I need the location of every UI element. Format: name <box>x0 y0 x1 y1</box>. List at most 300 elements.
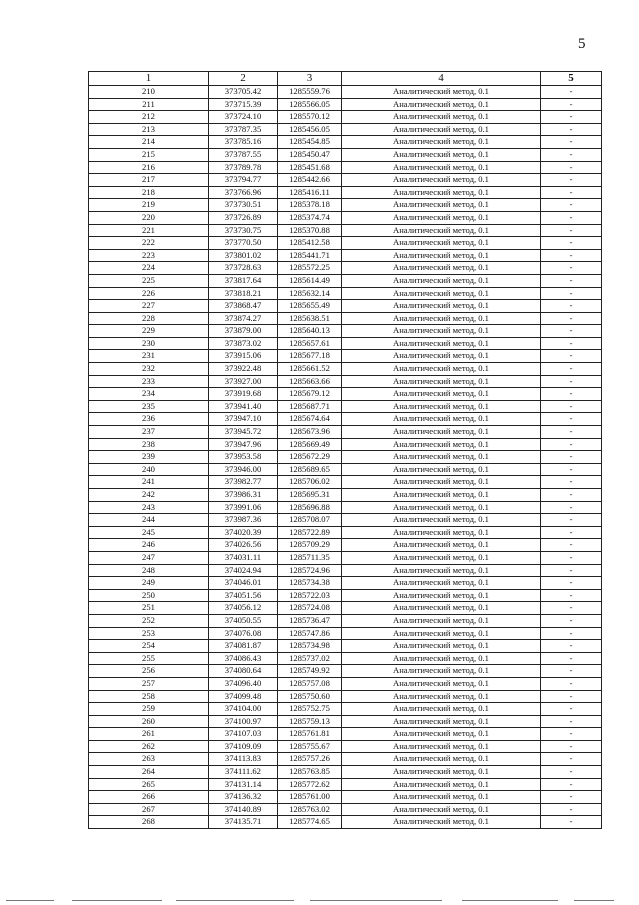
table-row <box>89 211 602 224</box>
note-cell: - <box>541 262 602 275</box>
table-row <box>89 803 602 816</box>
method-cell: Аналитический метод, 0.1 <box>342 148 541 161</box>
x-coordinate-cell: 373991.06 <box>209 501 278 514</box>
y-coordinate-cell: 1285657.61 <box>278 337 342 350</box>
y-coordinate-cell: 1285711.35 <box>278 551 342 564</box>
note-cell: - <box>541 287 602 300</box>
table-row <box>89 237 602 250</box>
table-row <box>89 526 602 539</box>
note-cell: - <box>541 715 602 728</box>
point-number-cell: 215 <box>89 148 209 161</box>
y-coordinate-cell: 1285673.96 <box>278 426 342 439</box>
method-cell: Аналитический метод, 0.1 <box>342 740 541 753</box>
point-number-cell: 258 <box>89 690 209 703</box>
note-cell: - <box>541 728 602 741</box>
y-coordinate-cell: 1285374.74 <box>278 211 342 224</box>
point-number-cell: 229 <box>89 325 209 338</box>
y-coordinate-cell: 1285749.92 <box>278 665 342 678</box>
x-coordinate-cell: 373927.00 <box>209 375 278 388</box>
x-coordinate-cell: 374050.55 <box>209 614 278 627</box>
note-cell: - <box>541 300 602 313</box>
method-cell: Аналитический метод, 0.1 <box>342 476 541 489</box>
x-coordinate-cell: 374031.11 <box>209 551 278 564</box>
table-row <box>89 186 602 199</box>
x-coordinate-cell: 374024.94 <box>209 564 278 577</box>
y-coordinate-cell: 1285412.58 <box>278 237 342 250</box>
y-coordinate-cell: 1285674.64 <box>278 413 342 426</box>
note-cell: - <box>541 476 602 489</box>
x-coordinate-cell: 373947.96 <box>209 438 278 451</box>
x-coordinate-cell: 373730.51 <box>209 199 278 212</box>
table-row <box>89 514 602 527</box>
point-number-cell: 218 <box>89 186 209 199</box>
point-number-cell: 263 <box>89 753 209 766</box>
note-cell: - <box>541 312 602 325</box>
y-coordinate-cell: 1285722.89 <box>278 526 342 539</box>
table-row <box>89 577 602 590</box>
x-coordinate-cell: 373794.77 <box>209 174 278 187</box>
y-coordinate-cell: 1285736.47 <box>278 614 342 627</box>
note-cell: - <box>541 375 602 388</box>
method-cell: Аналитический метод, 0.1 <box>342 539 541 552</box>
method-cell: Аналитический метод, 0.1 <box>342 136 541 149</box>
table-row <box>89 312 602 325</box>
point-number-cell: 223 <box>89 249 209 262</box>
method-cell: Аналитический метод, 0.1 <box>342 791 541 804</box>
point-number-cell: 227 <box>89 300 209 313</box>
note-cell: - <box>541 161 602 174</box>
table-row <box>89 463 602 476</box>
x-coordinate-cell: 374081.87 <box>209 640 278 653</box>
point-number-cell: 256 <box>89 665 209 678</box>
table-row <box>89 614 602 627</box>
point-number-cell: 266 <box>89 791 209 804</box>
page-number: 5 <box>578 36 586 52</box>
y-coordinate-cell: 1285747.86 <box>278 627 342 640</box>
note-cell: - <box>541 438 602 451</box>
y-coordinate-cell: 1285378.18 <box>278 199 342 212</box>
table-row <box>89 262 602 275</box>
point-number-cell: 265 <box>89 778 209 791</box>
point-number-cell: 216 <box>89 161 209 174</box>
y-coordinate-cell: 1285759.13 <box>278 715 342 728</box>
method-cell: Аналитический метод, 0.1 <box>342 778 541 791</box>
method-cell: Аналитический метод, 0.1 <box>342 489 541 502</box>
column-header-5: 5 <box>541 72 602 86</box>
point-number-cell: 232 <box>89 363 209 376</box>
note-cell: - <box>541 791 602 804</box>
footer-rule <box>462 900 558 901</box>
y-coordinate-cell: 1285370.88 <box>278 224 342 237</box>
y-coordinate-cell: 1285661.52 <box>278 363 342 376</box>
x-coordinate-cell: 373879.00 <box>209 325 278 338</box>
y-coordinate-cell: 1285772.62 <box>278 778 342 791</box>
method-cell: Аналитический метод, 0.1 <box>342 677 541 690</box>
x-coordinate-cell: 373986.31 <box>209 489 278 502</box>
point-number-cell: 259 <box>89 703 209 716</box>
point-number-cell: 249 <box>89 577 209 590</box>
footer-marks <box>0 899 639 903</box>
method-cell: Аналитический метод, 0.1 <box>342 463 541 476</box>
method-cell: Аналитический метод, 0.1 <box>342 728 541 741</box>
method-cell: Аналитический метод, 0.1 <box>342 199 541 212</box>
method-cell: Аналитический метод, 0.1 <box>342 111 541 124</box>
x-coordinate-cell: 373789.78 <box>209 161 278 174</box>
method-cell: Аналитический метод, 0.1 <box>342 86 541 99</box>
method-cell: Аналитический метод, 0.1 <box>342 98 541 111</box>
point-number-cell: 248 <box>89 564 209 577</box>
y-coordinate-cell: 1285450.47 <box>278 148 342 161</box>
y-coordinate-cell: 1285763.85 <box>278 766 342 779</box>
note-cell: - <box>541 86 602 99</box>
point-number-cell: 240 <box>89 463 209 476</box>
point-number-cell: 222 <box>89 237 209 250</box>
table-row <box>89 715 602 728</box>
y-coordinate-cell: 1285566.05 <box>278 98 342 111</box>
note-cell: - <box>541 577 602 590</box>
table-row <box>89 413 602 426</box>
note-cell: - <box>541 589 602 602</box>
point-number-cell: 247 <box>89 551 209 564</box>
x-coordinate-cell: 373945.72 <box>209 426 278 439</box>
point-number-cell: 261 <box>89 728 209 741</box>
point-number-cell: 225 <box>89 274 209 287</box>
y-coordinate-cell: 1285761.81 <box>278 728 342 741</box>
x-coordinate-cell: 373728.63 <box>209 262 278 275</box>
point-number-cell: 237 <box>89 426 209 439</box>
x-coordinate-cell: 373787.55 <box>209 148 278 161</box>
note-cell: - <box>541 501 602 514</box>
method-cell: Аналитический метод, 0.1 <box>342 287 541 300</box>
table-row <box>89 438 602 451</box>
method-cell: Аналитический метод, 0.1 <box>342 551 541 564</box>
table-row <box>89 174 602 187</box>
note-cell: - <box>541 363 602 376</box>
table-row <box>89 161 602 174</box>
y-coordinate-cell: 1285774.65 <box>278 816 342 829</box>
method-cell: Аналитический метод, 0.1 <box>342 803 541 816</box>
x-coordinate-cell: 373770.50 <box>209 237 278 250</box>
table-row <box>89 375 602 388</box>
y-coordinate-cell: 1285695.31 <box>278 489 342 502</box>
y-coordinate-cell: 1285454.85 <box>278 136 342 149</box>
method-cell: Аналитический метод, 0.1 <box>342 224 541 237</box>
method-cell: Аналитический метод, 0.1 <box>342 262 541 275</box>
table-row <box>89 426 602 439</box>
table-row <box>89 400 602 413</box>
point-number-cell: 241 <box>89 476 209 489</box>
x-coordinate-cell: 374096.40 <box>209 677 278 690</box>
note-cell: - <box>541 766 602 779</box>
method-cell: Аналитический метод, 0.1 <box>342 274 541 287</box>
coordinates-table <box>88 71 602 829</box>
y-coordinate-cell: 1285640.13 <box>278 325 342 338</box>
table-row <box>89 287 602 300</box>
x-coordinate-cell: 374113.83 <box>209 753 278 766</box>
table-row <box>89 766 602 779</box>
x-coordinate-cell: 374099.48 <box>209 690 278 703</box>
note-cell: - <box>541 652 602 665</box>
y-coordinate-cell: 1285416.11 <box>278 186 342 199</box>
table-row <box>89 111 602 124</box>
y-coordinate-cell: 1285614.49 <box>278 274 342 287</box>
x-coordinate-cell: 373817.64 <box>209 274 278 287</box>
x-coordinate-cell: 374026.56 <box>209 539 278 552</box>
y-coordinate-cell: 1285706.02 <box>278 476 342 489</box>
point-number-cell: 210 <box>89 86 209 99</box>
point-number-cell: 264 <box>89 766 209 779</box>
table-row <box>89 665 602 678</box>
coordinates-table-body <box>89 72 602 829</box>
method-cell: Аналитический метод, 0.1 <box>342 337 541 350</box>
y-coordinate-cell: 1285669.49 <box>278 438 342 451</box>
x-coordinate-cell: 374140.89 <box>209 803 278 816</box>
point-number-cell: 262 <box>89 740 209 753</box>
method-cell: Аналитический метод, 0.1 <box>342 690 541 703</box>
table-row <box>89 703 602 716</box>
table-row <box>89 98 602 111</box>
table-row <box>89 539 602 552</box>
point-number-cell: 254 <box>89 640 209 653</box>
y-coordinate-cell: 1285763.02 <box>278 803 342 816</box>
y-coordinate-cell: 1285709.29 <box>278 539 342 552</box>
x-coordinate-cell: 374086.43 <box>209 652 278 665</box>
method-cell: Аналитический метод, 0.1 <box>342 602 541 615</box>
x-coordinate-cell: 374020.39 <box>209 526 278 539</box>
method-cell: Аналитический метод, 0.1 <box>342 325 541 338</box>
point-number-cell: 235 <box>89 400 209 413</box>
table-row <box>89 476 602 489</box>
note-cell: - <box>541 274 602 287</box>
x-coordinate-cell: 373868.47 <box>209 300 278 313</box>
point-number-cell: 236 <box>89 413 209 426</box>
point-number-cell: 268 <box>89 816 209 829</box>
x-coordinate-cell: 373953.58 <box>209 451 278 464</box>
table-row <box>89 451 602 464</box>
table-row <box>89 224 602 237</box>
table-row <box>89 337 602 350</box>
table-row <box>89 325 602 338</box>
x-coordinate-cell: 374100.97 <box>209 715 278 728</box>
x-coordinate-cell: 373922.48 <box>209 363 278 376</box>
table-row <box>89 123 602 136</box>
table-row <box>89 274 602 287</box>
y-coordinate-cell: 1285750.60 <box>278 690 342 703</box>
table-row <box>89 740 602 753</box>
method-cell: Аналитический метод, 0.1 <box>342 186 541 199</box>
point-number-cell: 212 <box>89 111 209 124</box>
note-cell: - <box>541 350 602 363</box>
y-coordinate-cell: 1285724.96 <box>278 564 342 577</box>
x-coordinate-cell: 373987.36 <box>209 514 278 527</box>
note-cell: - <box>541 803 602 816</box>
point-number-cell: 231 <box>89 350 209 363</box>
point-number-cell: 228 <box>89 312 209 325</box>
table-row <box>89 350 602 363</box>
method-cell: Аналитический метод, 0.1 <box>342 426 541 439</box>
x-coordinate-cell: 373715.39 <box>209 98 278 111</box>
y-coordinate-cell: 1285638.51 <box>278 312 342 325</box>
note-cell: - <box>541 98 602 111</box>
note-cell: - <box>541 148 602 161</box>
x-coordinate-cell: 374104.00 <box>209 703 278 716</box>
y-coordinate-cell: 1285734.98 <box>278 640 342 653</box>
point-number-cell: 252 <box>89 614 209 627</box>
point-number-cell: 219 <box>89 199 209 212</box>
column-header-1: 1 <box>89 72 209 86</box>
x-coordinate-cell: 374131.14 <box>209 778 278 791</box>
y-coordinate-cell: 1285572.25 <box>278 262 342 275</box>
note-cell: - <box>541 753 602 766</box>
method-cell: Аналитический метод, 0.1 <box>342 375 541 388</box>
note-cell: - <box>541 413 602 426</box>
method-cell: Аналитический метод, 0.1 <box>342 766 541 779</box>
method-cell: Аналитический метод, 0.1 <box>342 300 541 313</box>
table-row <box>89 199 602 212</box>
point-number-cell: 255 <box>89 652 209 665</box>
point-number-cell: 244 <box>89 514 209 527</box>
x-coordinate-cell: 373766.96 <box>209 186 278 199</box>
method-cell: Аналитический метод, 0.1 <box>342 174 541 187</box>
y-coordinate-cell: 1285442.66 <box>278 174 342 187</box>
method-cell: Аналитический метод, 0.1 <box>342 388 541 401</box>
x-coordinate-cell: 373818.21 <box>209 287 278 300</box>
note-cell: - <box>541 426 602 439</box>
point-number-cell: 251 <box>89 602 209 615</box>
point-number-cell: 245 <box>89 526 209 539</box>
table-row <box>89 136 602 149</box>
note-cell: - <box>541 325 602 338</box>
y-coordinate-cell: 1285451.68 <box>278 161 342 174</box>
footer-rule <box>72 900 162 901</box>
x-coordinate-cell: 374080.64 <box>209 665 278 678</box>
point-number-cell: 214 <box>89 136 209 149</box>
x-coordinate-cell: 373915.06 <box>209 350 278 363</box>
note-cell: - <box>541 677 602 690</box>
y-coordinate-cell: 1285456.05 <box>278 123 342 136</box>
note-cell: - <box>541 489 602 502</box>
x-coordinate-cell: 373726.89 <box>209 211 278 224</box>
note-cell: - <box>541 665 602 678</box>
column-header-4: 4 <box>342 72 541 86</box>
y-coordinate-cell: 1285632.14 <box>278 287 342 300</box>
point-number-cell: 224 <box>89 262 209 275</box>
note-cell: - <box>541 614 602 627</box>
note-cell: - <box>541 539 602 552</box>
table-row <box>89 778 602 791</box>
table-row <box>89 791 602 804</box>
note-cell: - <box>541 640 602 653</box>
table-row <box>89 564 602 577</box>
method-cell: Аналитический метод, 0.1 <box>342 614 541 627</box>
method-cell: Аналитический метод, 0.1 <box>342 312 541 325</box>
method-cell: Аналитический метод, 0.1 <box>342 703 541 716</box>
x-coordinate-cell: 374109.09 <box>209 740 278 753</box>
point-number-cell: 213 <box>89 123 209 136</box>
note-cell: - <box>541 111 602 124</box>
x-coordinate-cell: 373874.27 <box>209 312 278 325</box>
point-number-cell: 217 <box>89 174 209 187</box>
method-cell: Аналитический метод, 0.1 <box>342 363 541 376</box>
note-cell: - <box>541 514 602 527</box>
method-cell: Аналитический метод, 0.1 <box>342 526 541 539</box>
table-row <box>89 627 602 640</box>
note-cell: - <box>541 778 602 791</box>
y-coordinate-cell: 1285559.76 <box>278 86 342 99</box>
note-cell: - <box>541 199 602 212</box>
x-coordinate-cell: 374135.71 <box>209 816 278 829</box>
method-cell: Аналитический метод, 0.1 <box>342 211 541 224</box>
point-number-cell: 234 <box>89 388 209 401</box>
y-coordinate-cell: 1285724.08 <box>278 602 342 615</box>
note-cell: - <box>541 123 602 136</box>
x-coordinate-cell: 374111.62 <box>209 766 278 779</box>
method-cell: Аналитический метод, 0.1 <box>342 249 541 262</box>
note-cell: - <box>541 211 602 224</box>
footer-rule <box>176 900 294 901</box>
table-row <box>89 640 602 653</box>
point-number-cell: 221 <box>89 224 209 237</box>
x-coordinate-cell: 373946.00 <box>209 463 278 476</box>
note-cell: - <box>541 690 602 703</box>
note-cell: - <box>541 237 602 250</box>
y-coordinate-cell: 1285672.29 <box>278 451 342 464</box>
note-cell: - <box>541 337 602 350</box>
y-coordinate-cell: 1285734.38 <box>278 577 342 590</box>
y-coordinate-cell: 1285755.67 <box>278 740 342 753</box>
footer-rule <box>6 900 54 901</box>
point-number-cell: 211 <box>89 98 209 111</box>
x-coordinate-cell: 373982.77 <box>209 476 278 489</box>
point-number-cell: 246 <box>89 539 209 552</box>
method-cell: Аналитический метод, 0.1 <box>342 161 541 174</box>
point-number-cell: 260 <box>89 715 209 728</box>
point-number-cell: 243 <box>89 501 209 514</box>
table-row <box>89 677 602 690</box>
x-coordinate-cell: 373785.16 <box>209 136 278 149</box>
method-cell: Аналитический метод, 0.1 <box>342 816 541 829</box>
point-number-cell: 253 <box>89 627 209 640</box>
y-coordinate-cell: 1285696.88 <box>278 501 342 514</box>
table-header-row <box>89 72 602 86</box>
method-cell: Аналитический метод, 0.1 <box>342 564 541 577</box>
point-number-cell: 257 <box>89 677 209 690</box>
method-cell: Аналитический метод, 0.1 <box>342 589 541 602</box>
table-row <box>89 690 602 703</box>
table-row <box>89 363 602 376</box>
point-number-cell: 220 <box>89 211 209 224</box>
table-row <box>89 86 602 99</box>
y-coordinate-cell: 1285689.65 <box>278 463 342 476</box>
method-cell: Аналитический метод, 0.1 <box>342 123 541 136</box>
y-coordinate-cell: 1285761.00 <box>278 791 342 804</box>
table-row <box>89 652 602 665</box>
point-number-cell: 238 <box>89 438 209 451</box>
column-header-2: 2 <box>209 72 278 86</box>
note-cell: - <box>541 388 602 401</box>
x-coordinate-cell: 374046.01 <box>209 577 278 590</box>
method-cell: Аналитический метод, 0.1 <box>342 514 541 527</box>
table-row <box>89 501 602 514</box>
point-number-cell: 230 <box>89 337 209 350</box>
x-coordinate-cell: 373873.02 <box>209 337 278 350</box>
note-cell: - <box>541 703 602 716</box>
note-cell: - <box>541 224 602 237</box>
table-row <box>89 602 602 615</box>
method-cell: Аналитический метод, 0.1 <box>342 715 541 728</box>
method-cell: Аналитический метод, 0.1 <box>342 350 541 363</box>
point-number-cell: 250 <box>89 589 209 602</box>
